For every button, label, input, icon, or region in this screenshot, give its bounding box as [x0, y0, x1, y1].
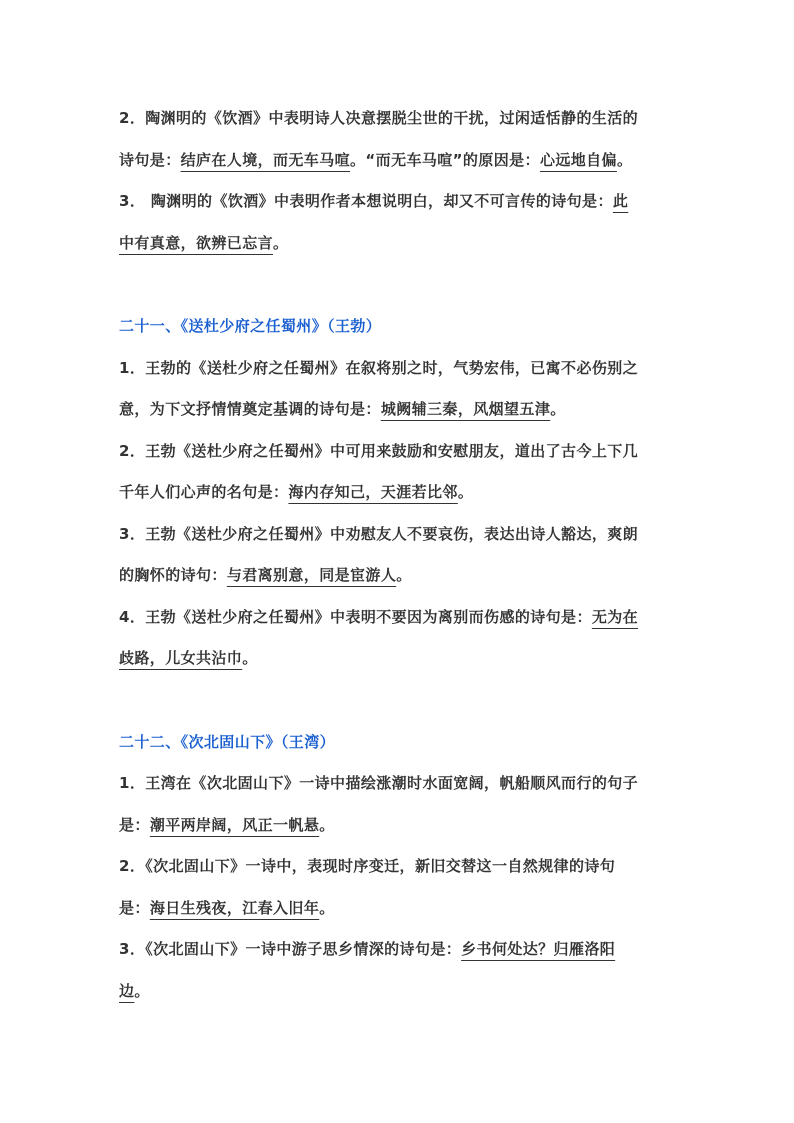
answer-text: 潮平两岸阔，风正一帆悬: [149, 815, 320, 834]
item-text: 1．王湾在《次北固山下》一诗中描绘涨潮时水面宽阔，帆船顺风而行的句子: [119, 774, 639, 792]
item-text: 1．王勃的《送杜少府之任蜀州》在叙将别之时，气势宏伟，已寓不必伤别之: [119, 358, 639, 377]
item-text: 诗句是：: [119, 150, 181, 169]
item-text: 。: [319, 815, 335, 834]
item-1-line-2: [119, 389, 679, 431]
section-heading: 二十一、《送杜少府之任蜀州》（王勃）: [119, 317, 382, 335]
section-gap: [119, 680, 679, 722]
item-text: 。: [457, 483, 474, 501]
item-text: 3．王勃《送杜少府之任蜀州》中劝慰友人不要哀伤，表达出诗人豁达，爽朗: [119, 524, 639, 543]
item-4-line-2: [119, 638, 679, 680]
item-text: 。: [550, 400, 566, 418]
item-text: 2．《次北固山下》一诗中，表现时序变迁，新旧交替这一自然规律的诗句: [119, 857, 616, 875]
answer-text: 心远地自偏: [539, 150, 617, 169]
answer-text: 海内存知己，天涯若比邻: [288, 483, 458, 501]
item-text: 千年人们心声的名句是：: [119, 483, 289, 501]
item-text: 4．王勃《送杜少府之任蜀州》中表明不要因为离别而伤感的诗句是：: [119, 607, 592, 626]
item-text: 。: [396, 566, 412, 584]
item-text: 的胸怀的诗句：: [119, 566, 227, 584]
item-1-line-2: [119, 805, 679, 847]
answer-text: 乡书何处达？归雁洛阳: [461, 940, 616, 958]
item-2-line-2: [119, 140, 679, 182]
item-text: 3． 陶渊明的《饮酒》中表明作者本想说明白，却又不可言传的诗句是：: [119, 192, 613, 210]
section-gap: [119, 264, 679, 306]
answer-text: 结庐在人境，而无车马喧: [180, 150, 351, 169]
answer-text: 此: [612, 192, 629, 210]
item-2-line-2: [119, 888, 679, 930]
answer-text: 边: [119, 981, 135, 1000]
item-2-line-1: [119, 98, 679, 140]
item-1-line-1: [119, 763, 679, 805]
answer-text: 海日生残夜，江春入旧年: [149, 898, 320, 917]
item-2-line-2: [119, 472, 679, 514]
section-heading: 二十二、《次北固山下》（王湾）: [119, 732, 336, 751]
item-3-line-2: [119, 971, 679, 1013]
item-text: 。: [273, 233, 289, 252]
item-text: 2．王勃《送杜少府之任蜀州》中可用来鼓励和安慰朋友，道出了古今上下几: [119, 441, 639, 460]
item-3-line-2: [119, 555, 679, 597]
answer-text: 无为在: [591, 607, 639, 626]
item-1-line-1: [119, 348, 679, 390]
item-text: 3．《次北固山下》一诗中游子思乡情深的诗句是：: [119, 940, 462, 958]
item-4-line-1: [119, 597, 679, 639]
item-text: 2．陶渊明的《饮酒》中表明诗人决意摆脱尘世的干扰，过闲适恬静的生活的: [119, 109, 639, 127]
item-text: 。: [616, 150, 633, 169]
answer-text: 歧路，儿女共沾巾: [119, 649, 243, 667]
item-2-line-1: [119, 846, 679, 888]
answer-text: 城阙辅三秦，风烟望五津: [380, 400, 551, 418]
item-text: 是：: [119, 898, 150, 917]
item-text: 。: [242, 649, 258, 667]
item-2-line-1: [119, 431, 679, 473]
item-text: 意，为下文抒情情奠定基调的诗句是：: [119, 400, 381, 418]
answer-text: 与君离别意，同是宦游人: [226, 566, 397, 584]
document-page: [119, 98, 679, 1012]
answer-text: 中有真意，欲辨已忘言: [119, 233, 274, 252]
item-text: 。: [134, 981, 150, 1000]
item-3-line-2: [119, 223, 679, 265]
item-text: 。: [319, 898, 335, 917]
item-3-line-1: [119, 929, 679, 971]
item-3-line-1: [119, 181, 679, 223]
item-3-line-1: [119, 514, 679, 556]
item-text: 是：: [119, 815, 150, 834]
item-text: 。“而无车马喧”的原因是：: [350, 150, 540, 169]
